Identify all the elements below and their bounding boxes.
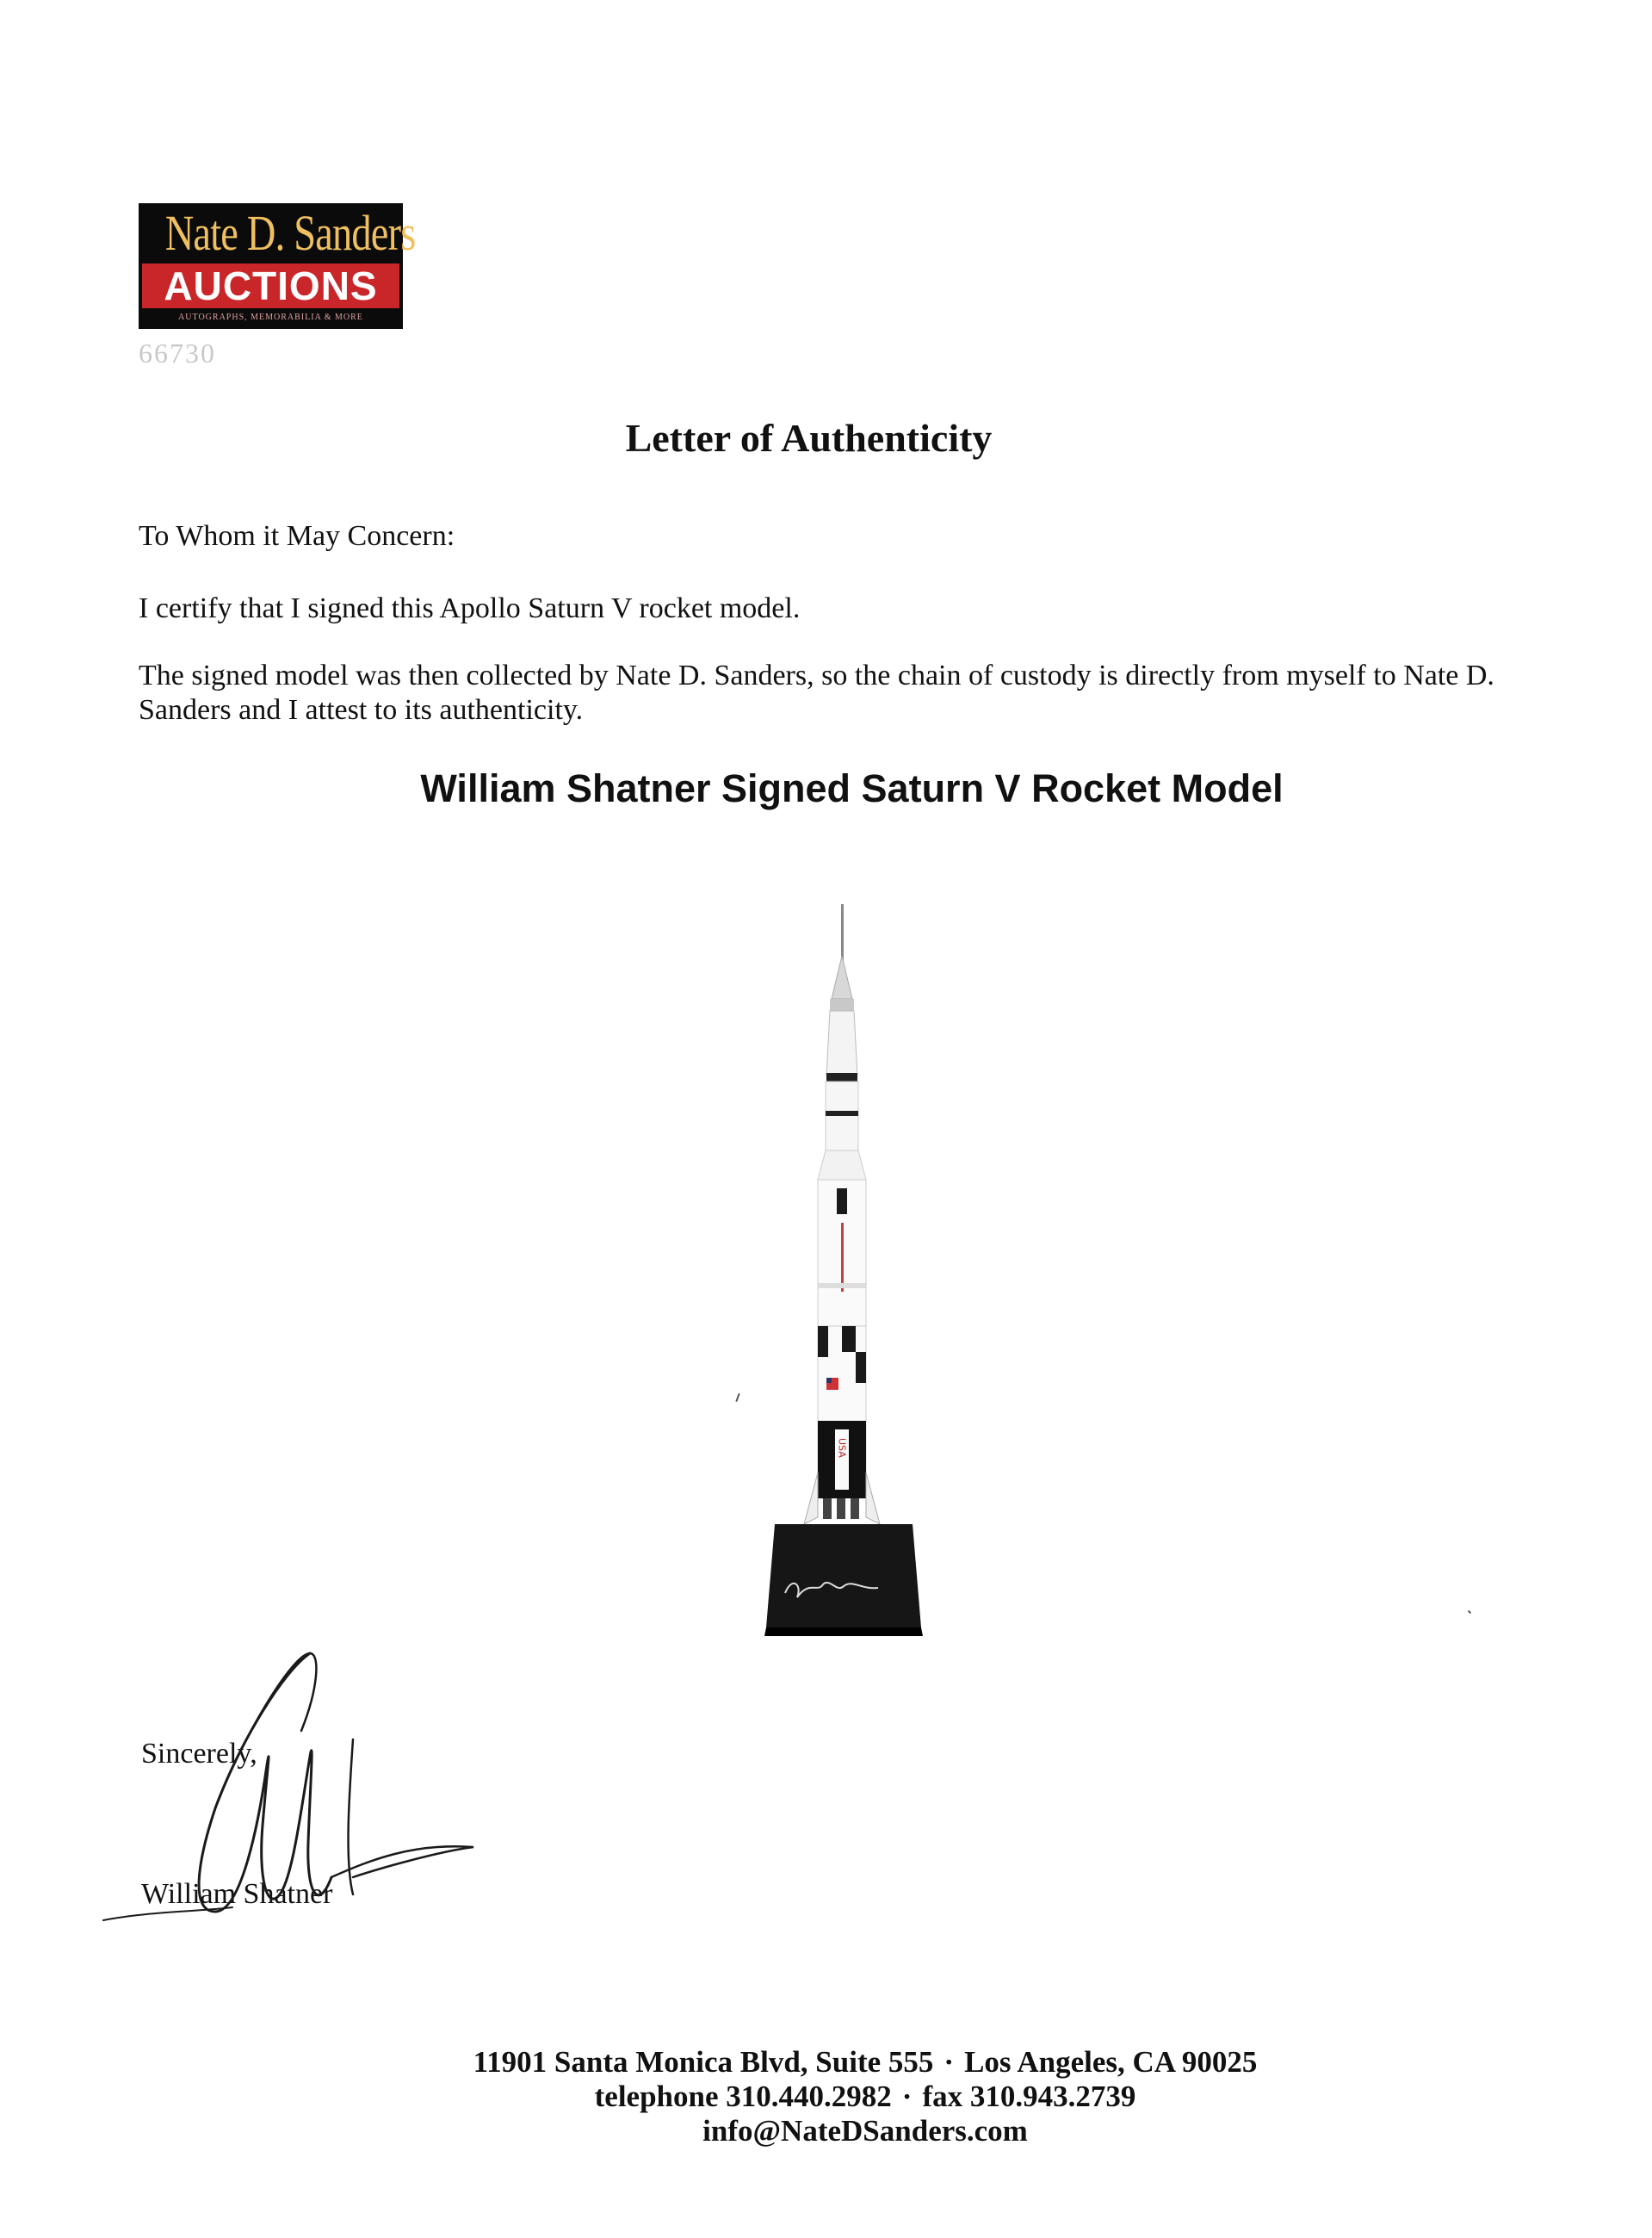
footer-email: info@NateDSanders.com — [702, 2114, 1028, 2148]
item-title: William Shatner Signed Saturn V Rocket Model — [420, 766, 1284, 810]
custody-paragraph: The signed model was then collected by Nate D. Sanders, so the chain of custody is directly from myself to Nate D. Sanders and I attest to its authenticity. — [139, 660, 1494, 726]
signer-name: William Shatner — [141, 1878, 333, 1910]
logo-tagline: AUTOGRAPHS, MEMORABILIA & MORE — [178, 313, 363, 322]
letter-title: Letter of Authenticity — [625, 416, 993, 460]
salutation: To Whom it May Concern: — [139, 520, 455, 552]
footer-separator: · — [901, 2080, 913, 2113]
footer-address-line — [0, 2045, 1652, 2080]
scan-mark — [735, 1393, 739, 1402]
saturn-v-rocket-image — [740, 904, 947, 1636]
handwritten-signature — [95, 1636, 499, 1929]
footer-city: Los Angeles, CA 90025 — [964, 2045, 1258, 2079]
logo-auctions-label: AUCTIONS — [142, 263, 399, 308]
closing: Sincerely, — [141, 1738, 257, 1770]
footer-fax: fax 310.943.2739 — [922, 2080, 1136, 2113]
footer-contact — [0, 2045, 1652, 2148]
logo-company-name: Nate D. Sanders — [164, 205, 416, 261]
footer-telephone: telephone 310.440.2982 — [594, 2080, 892, 2113]
certification-paragraph: I certify that I signed this Apollo Saturn V rocket model. — [139, 592, 801, 624]
footer-street: 11901 Santa Monica Blvd, Suite 555 — [473, 2045, 934, 2079]
reference-number: 66730 — [139, 338, 216, 369]
footer-separator: · — [944, 2045, 955, 2079]
scan-mark — [1468, 1610, 1471, 1614]
company-logo — [139, 203, 416, 329]
rocket-usa-text: USA — [836, 1438, 848, 1458]
footer-phone-line — [0, 2080, 1652, 2114]
